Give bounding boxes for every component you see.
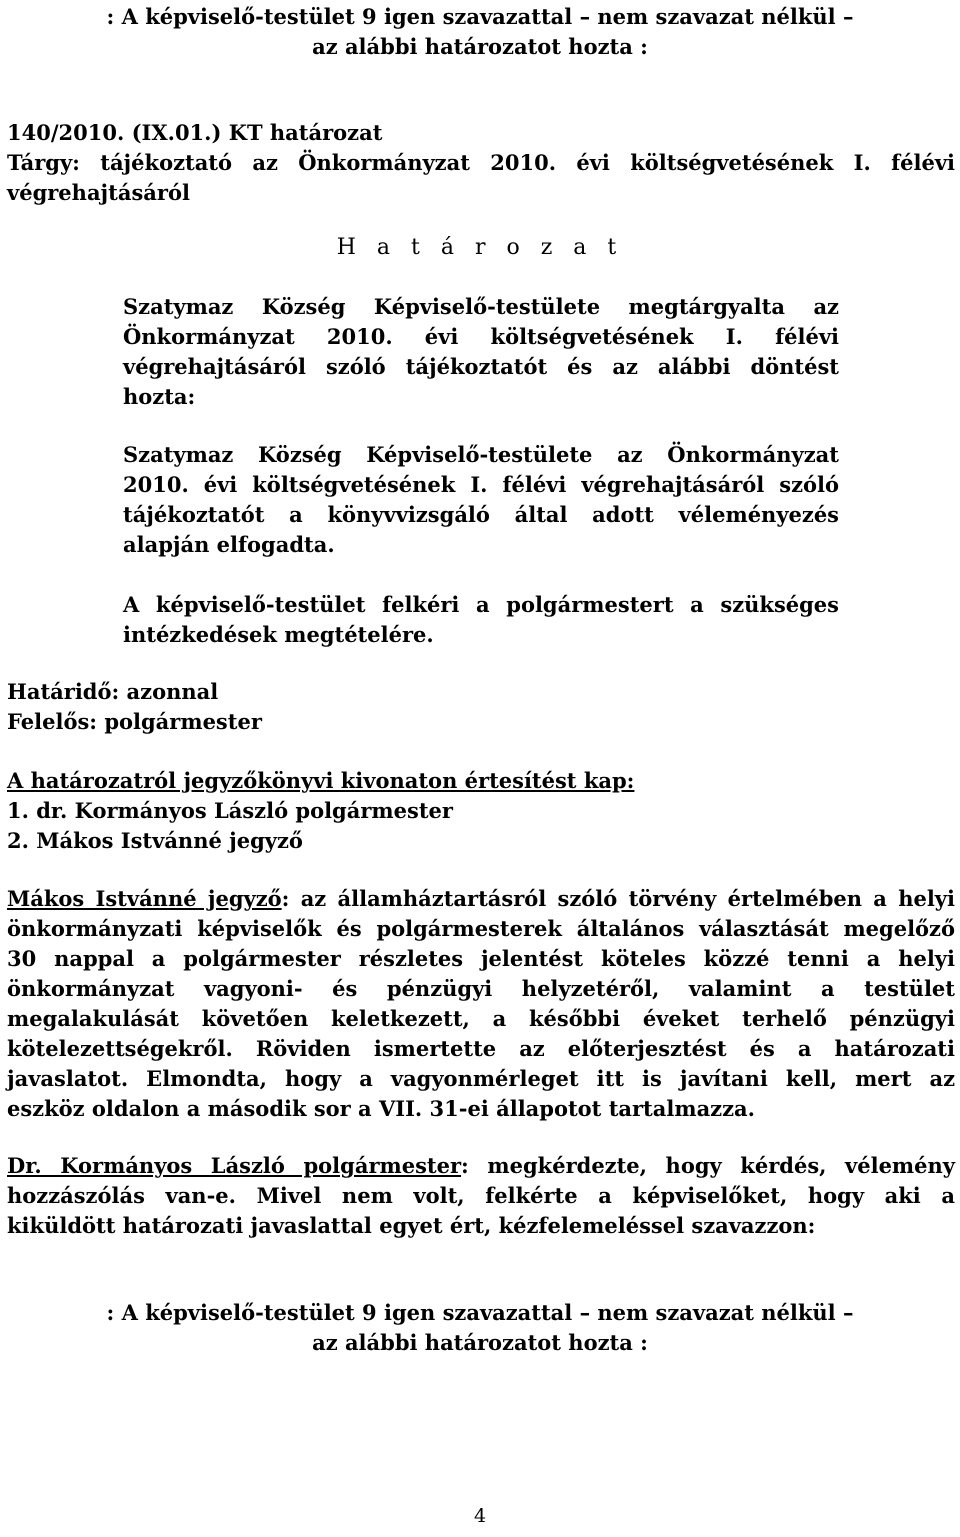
vote-line-1: : A képviselő-testület 9 igen szavazattal – nem szavazat nélkül – xyxy=(106,4,854,29)
paragraph-line: hozzászólás van-e. Mivel nem volt, felkérte a képviselőket, hogy aki a xyxy=(7,1183,955,1208)
paragraph-line: Dr. Kormányos László polgármester: megkérdezte, hogy kérdés, vélemény xyxy=(7,1153,955,1178)
paragraph-line: A képviselő-testület felkéri a polgármestert a szükséges xyxy=(123,592,839,617)
paragraph-line: Önkormányzat 2010. évi költségvetésének I. félévi xyxy=(123,324,839,349)
vote-statement-top xyxy=(0,2,960,62)
deadline: Határidő: azonnal xyxy=(7,679,219,704)
paragraph-line: végrehajtásáról szóló tájékoztatót és az alábbi döntést xyxy=(123,354,839,379)
paragraph-line: eszköz oldalon a második sor a VII. 31-ei állapotot tartalmazza. xyxy=(7,1096,755,1121)
resolution-subject-line-2: végrehajtásáról xyxy=(7,180,190,205)
resolution-number: 140/2010. (IX.01.) KT határozat xyxy=(7,120,383,145)
resolution-meta xyxy=(7,677,607,737)
vote-line-1: : A képviselő-testület 9 igen szavazattal – nem szavazat nélkül – xyxy=(106,1300,854,1325)
paragraph-line: javaslatot. Elmondta, hogy a vagyonmérleget itt is javítani kell, mert az xyxy=(7,1066,955,1091)
paragraph-line: intézkedések megtételére. xyxy=(123,622,434,647)
paragraph-line: Szatymaz Község Képviselő-testülete az Önkormányzat xyxy=(123,442,839,467)
paragraph-line: Szatymaz Község Képviselő-testülete megtárgyalta az xyxy=(123,294,839,319)
vote-line-2: az alábbi határozatot hozta : xyxy=(312,1330,648,1355)
speech-mayor xyxy=(7,1151,955,1241)
notification-item-2: 2. Mákos Istvánné jegyző xyxy=(7,828,303,853)
paragraph-line: kötelezettségekről. Röviden ismertette az előterjesztést és a határozati xyxy=(7,1036,955,1061)
paragraph-line: tájékoztatót a könyvvizsgáló által adott véleményezés xyxy=(123,502,839,527)
notification-heading: A határozatról jegyzőkönyvi kivonaton értesítést kap: xyxy=(7,768,635,793)
resolution-paragraph-1 xyxy=(123,292,839,412)
resolution-paragraph-2 xyxy=(123,440,839,560)
paragraph-line: alapján elfogadta. xyxy=(123,532,335,557)
speaker-name: Mákos Istvánné jegyző xyxy=(7,886,282,911)
page-number: 4 xyxy=(473,1505,487,1527)
vote-line-2: az alábbi határozatot hozta : xyxy=(312,34,648,59)
paragraph-line: kiküldött határozati javaslattal egyet ért, kézfelemeléssel szavazzon: xyxy=(7,1213,816,1238)
resolution-paragraph-3 xyxy=(123,590,839,650)
paragraph-line: megalakulását követően keletkezett, a későbbi éveket terhelő pénzügyi xyxy=(7,1006,955,1031)
paragraph-line: Mákos Istvánné jegyző: az államháztartásról szóló törvény értelmében a helyi xyxy=(7,886,955,911)
notification-section xyxy=(7,766,907,856)
speech-notary xyxy=(7,884,955,1124)
speaker-name: Dr. Kormányos László polgármester xyxy=(7,1153,462,1178)
paragraph-line: hozta: xyxy=(123,384,196,409)
resolution-subject-line-1: Tárgy: tájékoztató az Önkormányzat 2010. évi költségvetésének I. félévi xyxy=(7,150,955,175)
paragraph-line: önkormányzati képviselők és polgármesterek általános választását megelőző xyxy=(7,916,955,941)
responsible: Felelős: polgármester xyxy=(7,709,262,734)
paragraph-line: 2010. évi költségvetésének I. félévi végrehajtásáról szóló xyxy=(123,472,839,497)
resolution-title: H a t á r o z a t xyxy=(336,235,624,260)
paragraph-line: 30 nappal a polgármester részletes jelentést köteles közzé tenni a helyi xyxy=(7,946,955,971)
paragraph-line: önkormányzat vagyoni- és pénzügyi helyzetéről, valamint a testület xyxy=(7,976,955,1001)
vote-statement-bottom xyxy=(0,1298,960,1358)
notification-item-1: 1. dr. Kormányos László polgármester xyxy=(7,798,453,823)
resolution-header xyxy=(7,118,955,208)
